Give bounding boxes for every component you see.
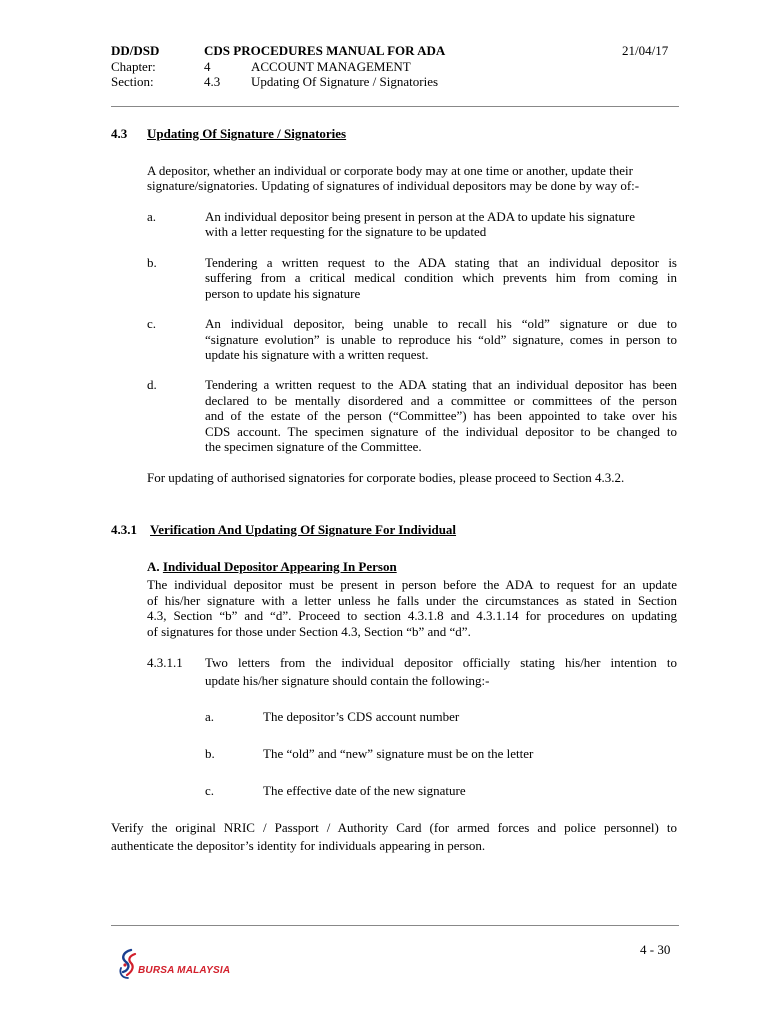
paragraph-line: 4.3, Section “b” and “d”. Proceed to section 4.3.1.8 and 4.3.1.14 for procedures on updating — [147, 608, 677, 623]
header-date: 21/04/17 — [622, 43, 669, 58]
verify-line-2: authenticate the depositor’s identity for individuals appearing in person. — [111, 838, 486, 853]
step-item-label: b. — [205, 746, 215, 761]
step-item-label: a. — [205, 709, 215, 724]
step-item-text: The “old” and “new” signature must be on the letter — [263, 746, 534, 761]
list-item-label: b. — [147, 255, 157, 270]
header-chapter-num: 4 — [204, 59, 211, 74]
list-item-line: the specimen signature of the Committee. — [205, 439, 422, 454]
list-item-line: person to update his signature — [205, 286, 361, 301]
subheading-a — [147, 559, 397, 575]
header-section-label: Section: — [111, 74, 154, 89]
section-number: 4.3 — [111, 126, 128, 141]
footer-divider — [111, 925, 679, 926]
header-chapter-label: Chapter: — [111, 59, 156, 74]
list-item-line: with a letter requesting for the signature to be updated — [205, 224, 487, 239]
list-item-label: a. — [147, 209, 157, 224]
step-line-1: Two letters from the individual depositor officially stating his/her intention to — [205, 655, 677, 670]
list-item-line: declared to be mentally disordered and a committee or committees of the person — [205, 393, 677, 408]
header-org: DD/DSD — [111, 43, 160, 58]
step-item-label: c. — [205, 783, 215, 798]
logo-text: BURSA MALAYSIA — [138, 965, 231, 976]
section-title: Updating Of Signature / Signatories — [147, 126, 347, 141]
header-chapter-title: ACCOUNT MANAGEMENT — [251, 59, 411, 74]
subsection-title: Verification And Updating Of Signature For Individual — [150, 522, 457, 537]
verify-line-1: Verify the original NRIC / Passport / Authority Card (for armed forces and police personnel) to — [111, 820, 677, 835]
step-item-text: The depositor’s CDS account number — [263, 709, 460, 724]
list-item-line: “signature evolution” is unable to reproduce his “old” signature, comes in person to — [205, 332, 677, 347]
header-divider — [111, 106, 679, 107]
subheading-a-title: Individual Depositor Appearing In Person — [162, 559, 397, 574]
step-line-2: update his/her signature should contain the following:- — [205, 673, 490, 688]
page-number: 4 - 30 — [640, 942, 671, 957]
header-section-num: 4.3 — [204, 74, 221, 89]
list-item-line: An individual depositor, being unable to recall his “old” signature or due to — [205, 316, 677, 331]
paragraph-line: of signatures for those under Section 4.3, Section “b” and “d”. — [147, 624, 471, 639]
list-item-line: An individual depositor being present in person at the ADA to update his signature — [205, 209, 636, 224]
corporate-note: For updating of authorised signatories for corporate bodies, please proceed to Section 4.3.2. — [147, 470, 625, 485]
bursa-malaysia-logo — [117, 948, 257, 982]
list-item-line: update his signature with a written request. — [205, 347, 429, 362]
paragraph-line: of his/her signature with a letter unless he falls under the circumstances as stated in Section — [147, 593, 677, 608]
subsection-number: 4.3.1 — [111, 522, 137, 537]
list-item-label: d. — [147, 377, 157, 392]
paragraph-line: The individual depositor must be present in person before the ADA to request for an update — [147, 577, 677, 592]
list-item-line: CDS account. The specimen signature of the individual depositor to be changed to — [205, 424, 677, 439]
list-item-line: and of the estate of the person (“Committee”) has been appointed to take over his — [205, 408, 677, 423]
step-number: 4.3.1.1 — [147, 655, 183, 670]
section-intro-line-2: signature/signatories. Updating of signatures of individual depositors may be done by way of:- — [147, 178, 640, 193]
list-item-line: suffering from a critical medical condition which prevents him from coming in — [205, 270, 677, 285]
step-item-text: The effective date of the new signature — [263, 783, 466, 798]
list-item-label: c. — [147, 316, 157, 331]
header-title: CDS PROCEDURES MANUAL FOR ADA — [204, 43, 446, 58]
subheading-a-prefix: A. — [147, 559, 163, 574]
list-item-line: Tendering a written request to the ADA stating that an individual depositor has been — [205, 377, 677, 392]
header-section-title: Updating Of Signature / Signatories — [251, 74, 439, 89]
section-intro-line-1: A depositor, whether an individual or corporate body may at one time or another, update their — [147, 163, 633, 178]
list-item-line: Tendering a written request to the ADA stating that an individual depositor is — [205, 255, 677, 270]
